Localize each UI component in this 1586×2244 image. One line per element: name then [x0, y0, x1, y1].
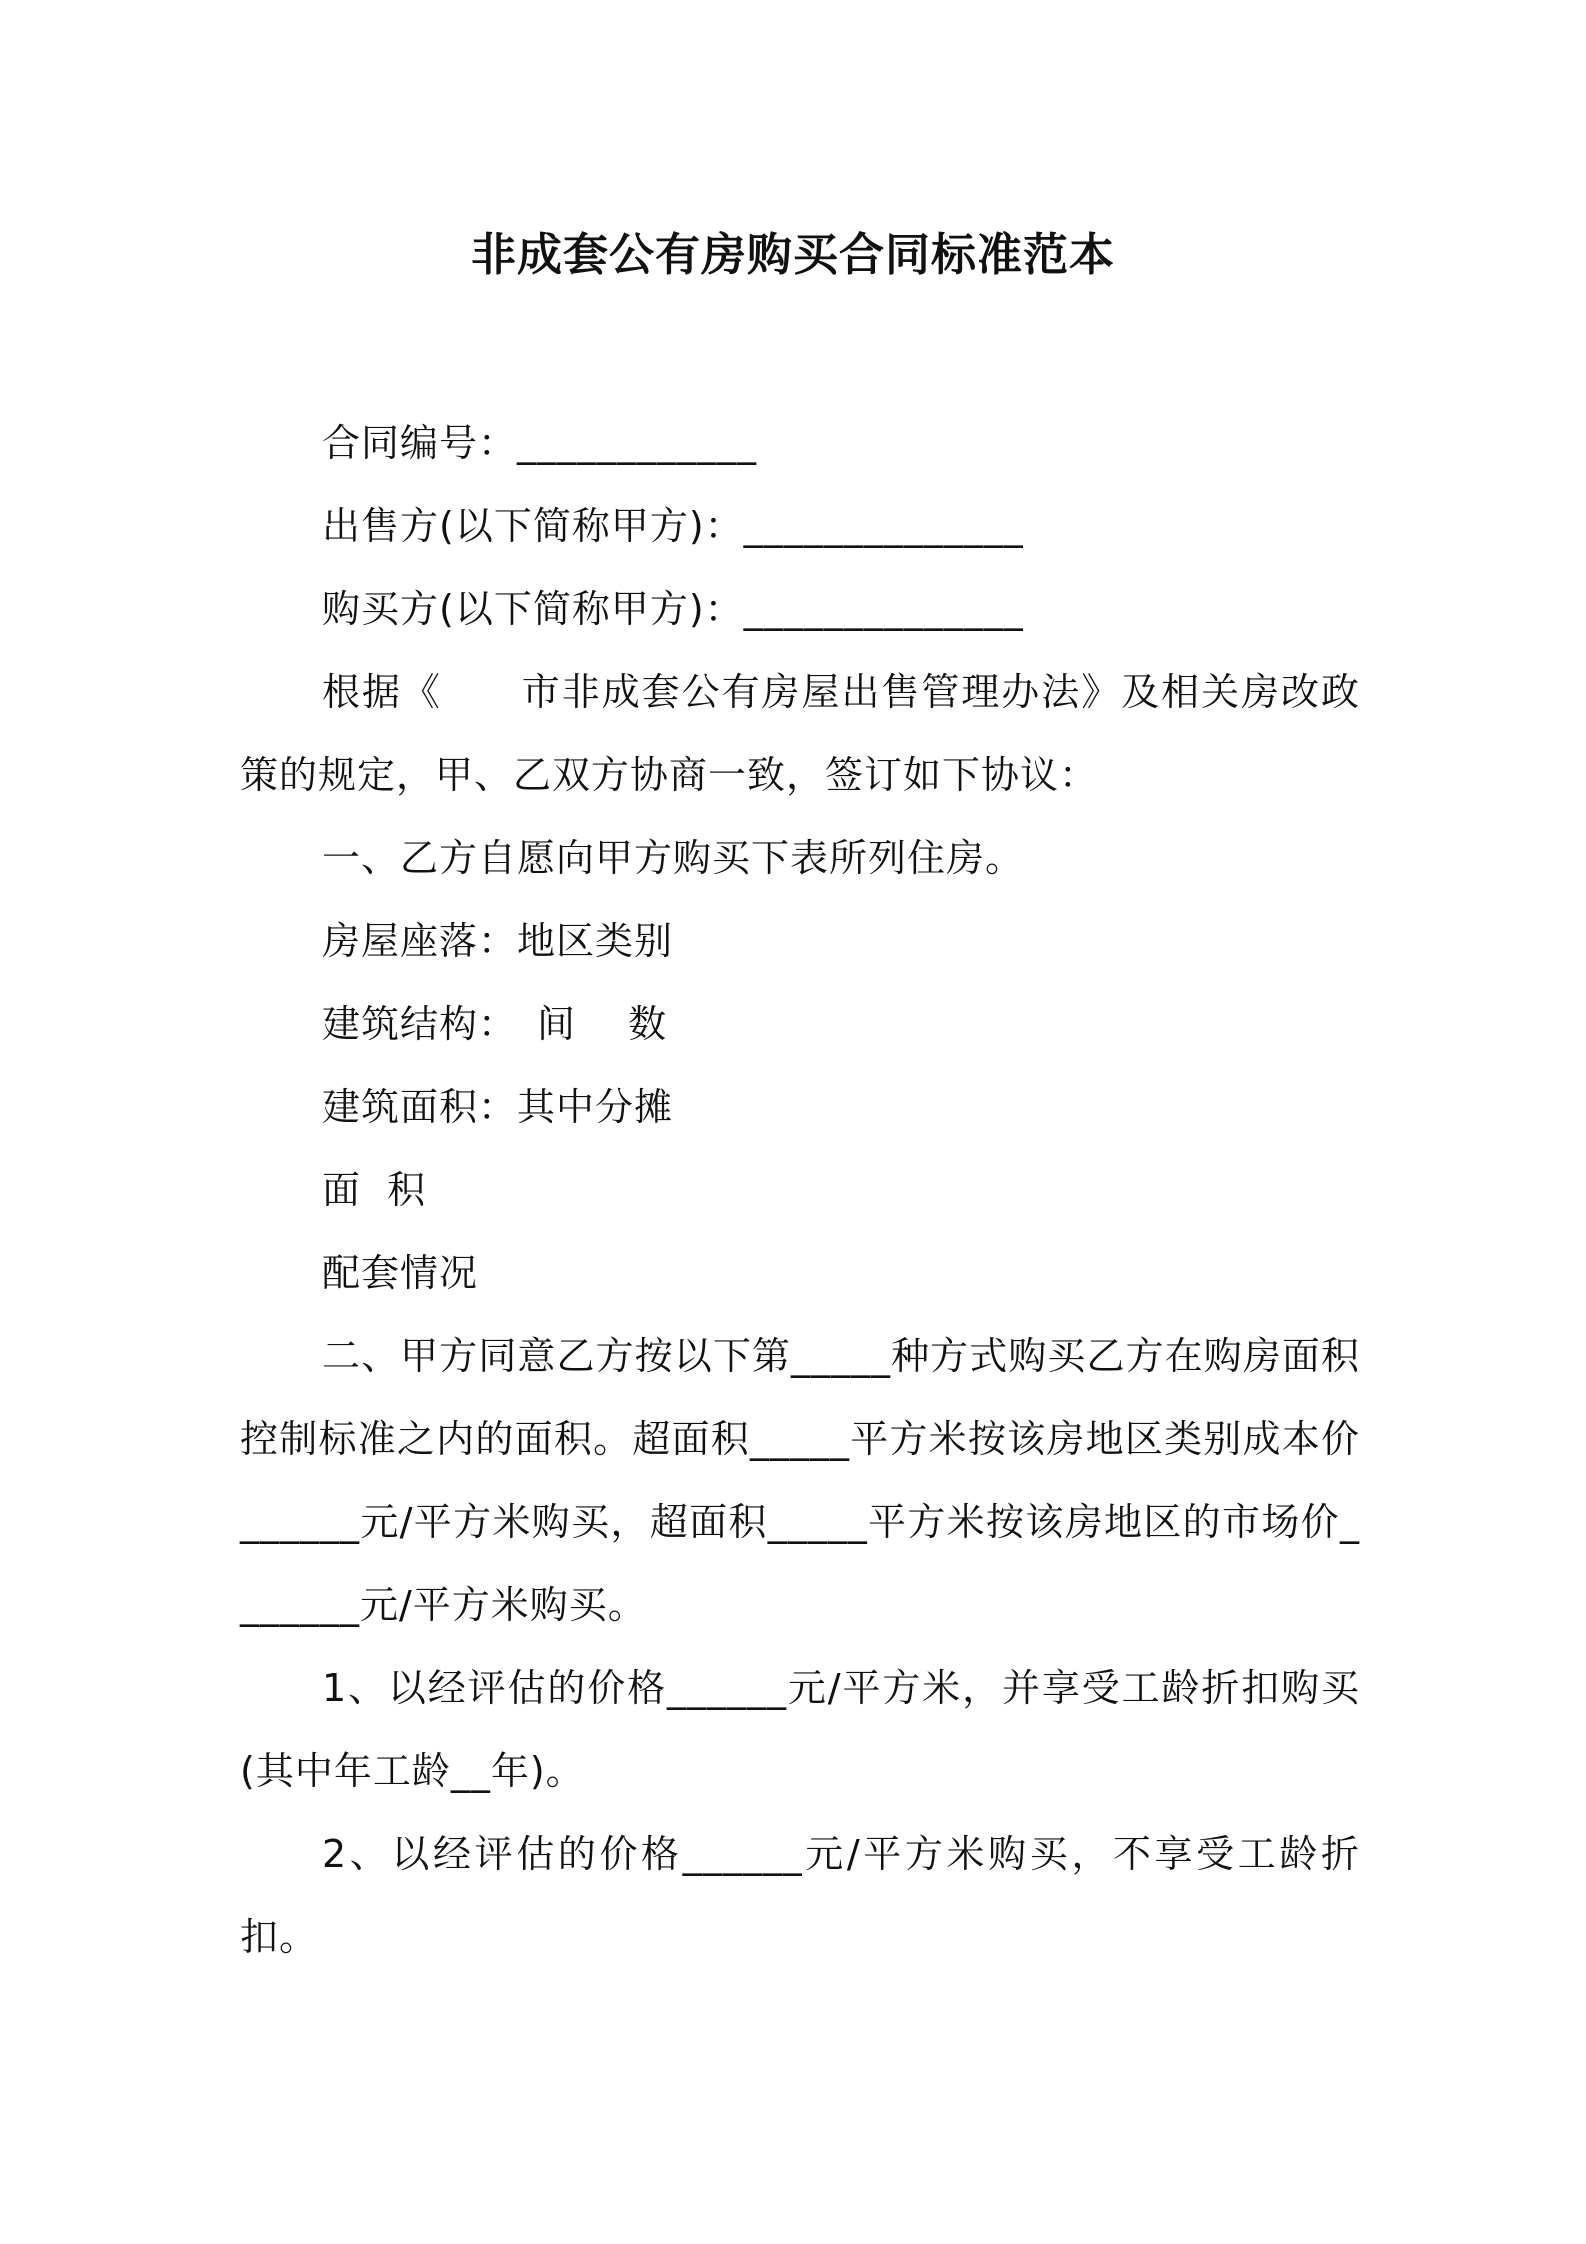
area-line: 面 积 — [322, 1168, 427, 1212]
option-two: 2、以经评估的价格______元/平方米购买，不享受工龄折扣。 — [240, 1832, 1360, 1959]
preamble-paragraph: 根据《 市非成套公有房屋出售管理办法》及相关房改政策的规定，甲、乙双方协商一致，签订如下协议： — [240, 670, 1360, 797]
seller-line: 出售方(以下简称甲方)：______________ — [322, 504, 1024, 548]
building-structure-line: 建筑结构： 间 数 — [322, 1002, 668, 1046]
building-area-line: 建筑面积：其中分摊 — [322, 1085, 674, 1129]
document-body — [240, 402, 1360, 1979]
buyer-line: 购买方(以下简称甲方)：______________ — [322, 587, 1024, 631]
house-location-line: 房屋座落：地区类别 — [322, 919, 674, 963]
document-title: 非成套公有房购买合同标准范本 — [470, 228, 1115, 281]
clause-one: 一、乙方自愿向甲方购买下表所列住房。 — [322, 836, 1025, 880]
option-one: 1、以经评估的价格______元/平方米，并享受工龄折扣购买(其中年工龄__年)。 — [240, 1666, 1360, 1793]
clause-two: 二、甲方同意乙方按以下第_____种方式购买乙方在购房面积控制标准之内的面积。超面积_____平方米按该房地区类别成本价______元/平方米购买，超面积_____平方米按该房地区的市场价_______元/平方米购买。 — [240, 1334, 1360, 1627]
contract-number-line: 合同编号：____________ — [322, 421, 758, 465]
facilities-line: 配套情况 — [322, 1251, 479, 1295]
